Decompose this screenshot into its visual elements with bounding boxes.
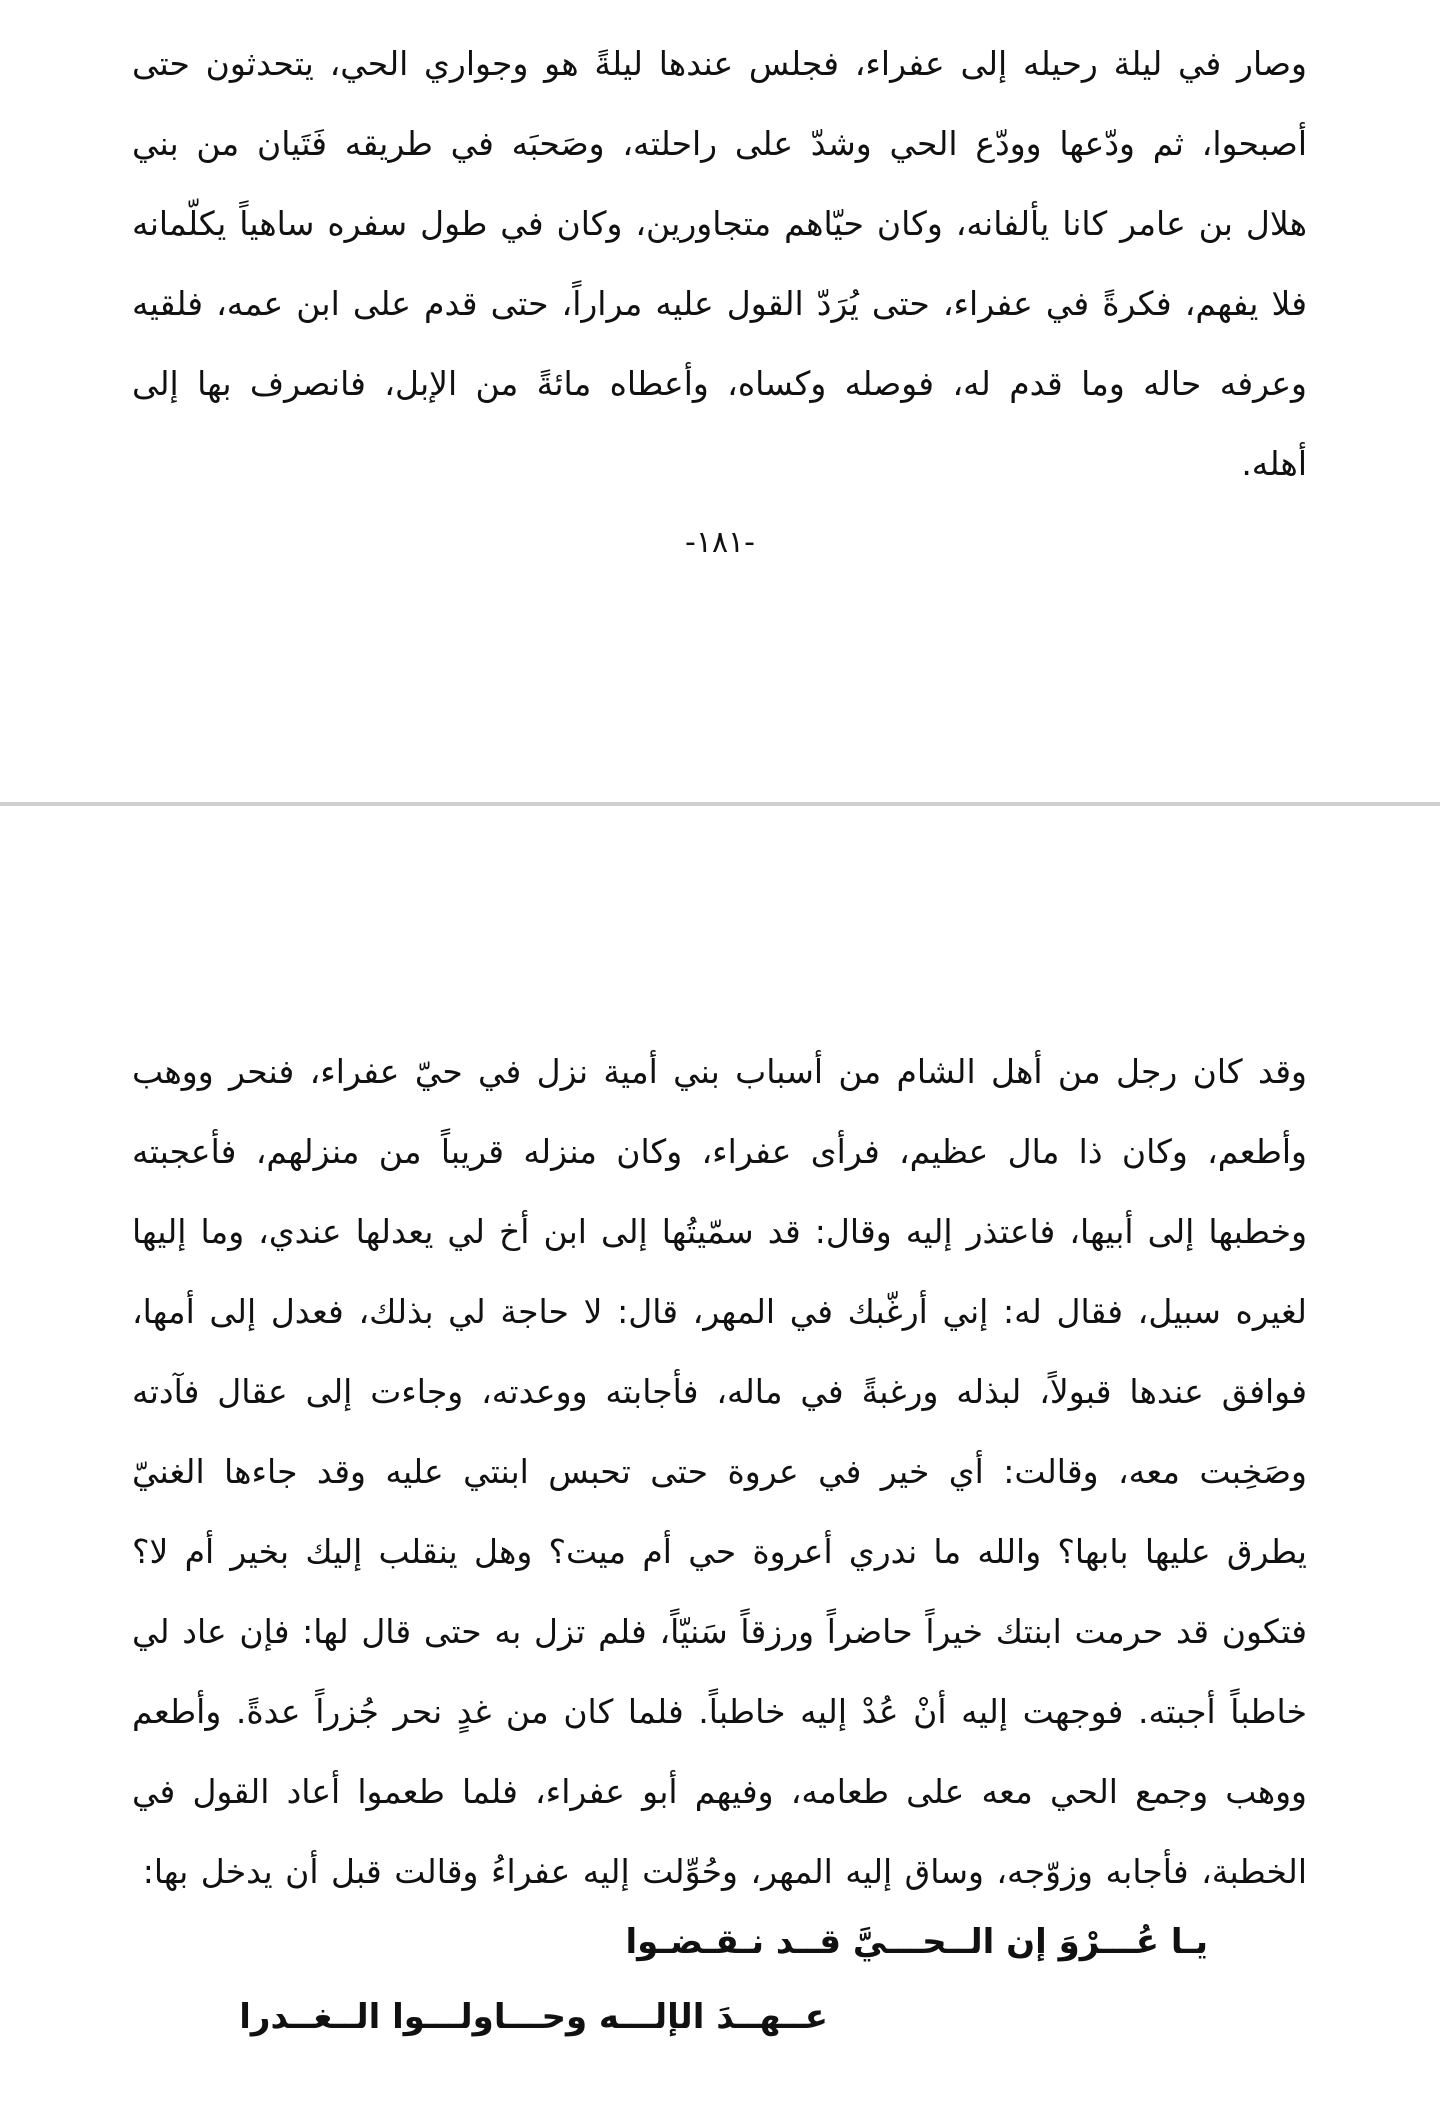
bottom-paragraph: وقد كان رجل من أهل الشام من أسباب بني أمية نزل في حيّ عفراء، فنحر ووهب وأطعم، وكان ذا مال عظيم، فرأى عفراء، وكان منزله قريباً من منزلهم، فأعجبته وخطبها إلى أبيها، فاعتذر إليه وقال: قد سمّيتُها إلى ابن أخ لي يعدلها عندي، وما إليها لغيره سبيل، فقال له: إني أرغّبك في المهر، قال: لا حاجة لي بذلك، فعدل إلى أمها، فوافق عندها قبولاً، لبذله ورغبةً في ماله، فأجابته ووعدته، وجاءت إلى عقال فآدته وصَخِبت معه، وقالت: أي خير في عروة حتى تحبس ابنتي عليه وقد جاءها الغنيّ يطرق عليها بابها؟ والله ما ندري أعروة حي أم ميت؟ وهل ينقلب إليك بخير أم لا؟ فتكون قد حرمت ابنتك خيراً حاضراً ورزقاً سَنيّاً، فلم تزل به حتى قال لها: فإن عاد لي خاطباً أجبته. فوجهت إليه أنْ عُدْ إليه خاطباً. فلما كان من غدٍ نحر جُزراً عدةً. وأطعم ووهب وجمع الحي معه على طعامه، وفيهم أبو عفراء، فلما طعموا أعاد القول في الخطبة، فأجابه وزوّجه، وساق إليه المهر، وحُوِّلت إليه عفراءُ وقالت قبل أن يدخل بها: [132, 1052, 1307, 1891]
verse-line-1: يـا عُـــرْوَ إن الــحـــيَّ قــد نـقـضـوا [625, 1922, 1208, 1962]
top-page [0, 0, 1440, 800]
page-divider [0, 802, 1440, 806]
top-paragraph: وصار في ليلة رحيله إلى عفراء، فجلس عندها ليلةً هو وجواري الحي، يتحدثون حتى أصبحوا، ثم ودّعها وودّع الحي وشدّ على راحلته، وصَحبَه في طريقه فَتَيان من بني هلال بن عامر كانا يألفانه، وكان حيّاهم متجاورين، وكان في طول سفره ساهياً يكلّمانه فلا يفهم، فكرةً في عفراء، حتى يُرَدّ القول عليه مراراً، حتى قدم على ابن عمه، فلقيه وعرفه حاله وما قدم له، فوصله وكساه، وأعطاه مائةً من الإبل، فانصرف بها إلى أهله. [132, 44, 1307, 483]
page-number: -١٨١- [685, 525, 755, 560]
bottom-page [0, 812, 1440, 2108]
verse-line-2: عــهــدَ الإلـــه وحـــاولـــوا الــغــدرا [239, 1997, 828, 2037]
